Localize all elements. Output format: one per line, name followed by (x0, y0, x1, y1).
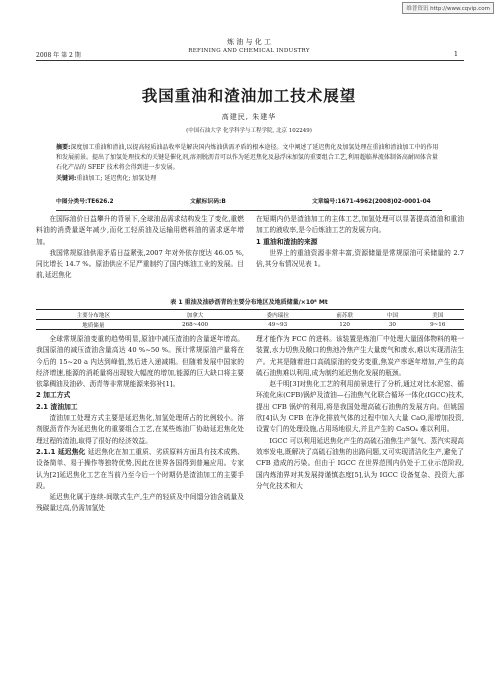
table-header-cell: 委内瑞拉 (240, 310, 316, 320)
abstract-label: 摘要: (56, 144, 71, 151)
right-column-top (256, 214, 464, 270)
table-cell: 30 (373, 320, 411, 330)
paragraph: 全球常规原油变重的趋势明显,原油中减压渣油的含量逐年增高。我国原油的减压渣油含量高达 40 %~50 %。预计常规原油产量将在今后的 15~20 a 内达到峰值,然后进入递减期。但随着发展中国家的经济增速,能源的消耗量将出现较大幅度的增加,能源的巨大缺口将主要依靠稠油及油砂、沥青等非常规能源来弥补[1]。 (36, 335, 244, 389)
clc-code: 中图分类号:TE626.2 (56, 199, 114, 205)
paragraph: 延迟焦化属于连续-间歇式生产,生产的轻质及中间馏分油含硫量及残碳量过高,仍需加氢处 (36, 493, 244, 513)
authors: 高建民, 朱建华 (221, 113, 277, 121)
paragraph: 渣油加工处理方式主要是延迟焦化,加氢处理所占的比例较小。溶剂脱沥青作为延迟焦化的重要组合工艺,在某些炼油厂协助延迟焦化处理过程的渣油,取得了很好的经济效益。 (36, 414, 244, 445)
left-column-top (36, 214, 244, 282)
keywords-text: 重油加工; 延迟焦化; 加氢处理 (76, 174, 157, 182)
table-cell: 地质储量 (36, 320, 151, 330)
paragraph: 在国际油价日益攀升的背景下,全球油品需求结构发生了变化,重燃料油的消费量逐年减少,而化工轻质油及运输用燃料油的需求逐年增加。 (36, 215, 244, 246)
section-heading: 1 重油和渣油的来源 (256, 237, 318, 246)
abstract-block (56, 143, 442, 184)
journal-title-en: REFINING AND CHEMICAL INDUSTRY (188, 48, 310, 54)
table-header-cell: 加拿大 (151, 310, 240, 320)
page-number: 1 (453, 50, 458, 58)
article-title: 我国重油和渣油加工技术展望 (141, 87, 357, 105)
journal-header (0, 38, 498, 56)
subsubsection-heading: 2.1.1 延迟焦化 (36, 447, 86, 456)
table-cell: 49~93 (240, 320, 316, 330)
issue-label: 2008 年 第 2 期 (36, 52, 81, 59)
paragraph: 在短期内仍是渣油加工的主体工艺,加氢处理可以显著提高渣油和重油加工的液收率,是今后炼油工艺的发展方向。 (256, 215, 464, 235)
table-header-cell: 主要分布地区 (36, 310, 151, 320)
paragraph: 世界上的重油资源非常丰富,资源储量是常规原油可采储量的 2.7 倍,其分布情况见表 1。 (256, 248, 464, 269)
left-column-bottom (36, 334, 244, 515)
paragraph: 我国常规原油供需矛盾日益紧张,2007 年对外依存度达 46.05 %,同比增长 14.7 %。原油供应不足严重制约了国内炼油工业的发展。目前,延迟焦化 (36, 248, 244, 280)
section-heading: 2 加工方式 (36, 391, 71, 400)
reserves-table (36, 309, 464, 330)
table-header-cell: 中国 (373, 310, 411, 320)
subsection-heading: 2.1 渣油加工 (36, 402, 78, 411)
affiliation: (中国石油大学 化学科学与工程学院, 北京 102249) (186, 128, 312, 134)
abstract-rule (56, 210, 442, 211)
table-header-row (36, 310, 464, 320)
abstract-text: 深度加工重油和渣油,以提高轻质油品收率是解决国内炼油供需矛盾的根本途径。文中阐述了延迟焦化及加氢处理在重油和渣油加工中的作用和发展前景。提出了加氢处理技术的关键是催化剂,溶剂脱沥青可以作为延迟焦化及悬浮床加氢的重要组合工艺,利用超临界流体制备高耐固体含量石化产品的 SFEF 技术将会得到进一步发展。 (56, 144, 439, 172)
paragraph: 延迟焦化在加工重质、劣质原料方面具有技术成熟、设备简单、易于操作等独特优势,因此在世界各国得到普遍应用。专家认为[2]延迟焦化工艺在当前乃至今后一个时期仍是渣油加工的主要手段。 (36, 447, 244, 490)
right-column-bottom (256, 334, 464, 492)
table-cell: 268~400 (151, 320, 240, 330)
header-rule (36, 60, 464, 61)
paragraph: 理才能作为 FCC 的进料。该装置是炼油厂中处理大量固体物料的唯一装置,水力切焦及敞口的焦池冷焦产生大量废气和废水,难以实现清洁生产。尤其是随着进口高硫原油的变劣变重,焦炭产率逐年增加,产生的高硫石油焦难以利用,成为制约延迟焦化发展的瓶颈。 (256, 335, 464, 377)
table-row (36, 320, 464, 330)
keywords-label: 关键词: (56, 174, 77, 182)
table-header-cell: 前苏联 (316, 310, 373, 320)
source-stamp: 维普资讯 http://www.cqvip.com (402, 2, 494, 14)
doc-code: 文献标识码:B (190, 199, 226, 205)
article-number: 文章编号:1671-4962(2008)02-0001-04 (312, 199, 431, 205)
paragraph: IGCC 可以利用延迟焦化产生的高硫石油焦生产氢气、蒸汽实现高效率发电,既解决了高硫石油焦的出路问题,又可实现清洁化生产,避免了 CFB 造成的污染。但由于 IGCC 在世界范围内仍处于工业示范阶段,国内炼油界对其发展持谨慎态度[5],认为 IGCC 设备复杂、投资大,部分气化技术和大 (256, 436, 464, 490)
table-caption: 表 1 重油及油砂沥青的主要分布地区及地质储量/×10⁸ Mt (170, 299, 328, 306)
journal-title-cn: 炼 油 与 化 工 (227, 38, 271, 46)
table-cell: 9~16 (412, 320, 465, 330)
paragraph: 赵千明[3]对焦化工艺的利用前景进行了分析,通过对比水泥窑、循环流化床(CFB)锅炉及渣油—石油焦气化联合循环一体化(IGCC)技术,提出 CFB 锅炉的利用,将是我国处理高硫石油焦的发展方向。但姚国欣[4]认为 CFB 在净化排放气体的过程中加入大量 CaO,需增加投资,设置专门的处理设施,占用场地很大,并且产生的 CaSO₄ 难以利用。 (256, 380, 464, 434)
table-header-cell: 美国 (412, 310, 465, 320)
table-cell: 120 (316, 320, 373, 330)
